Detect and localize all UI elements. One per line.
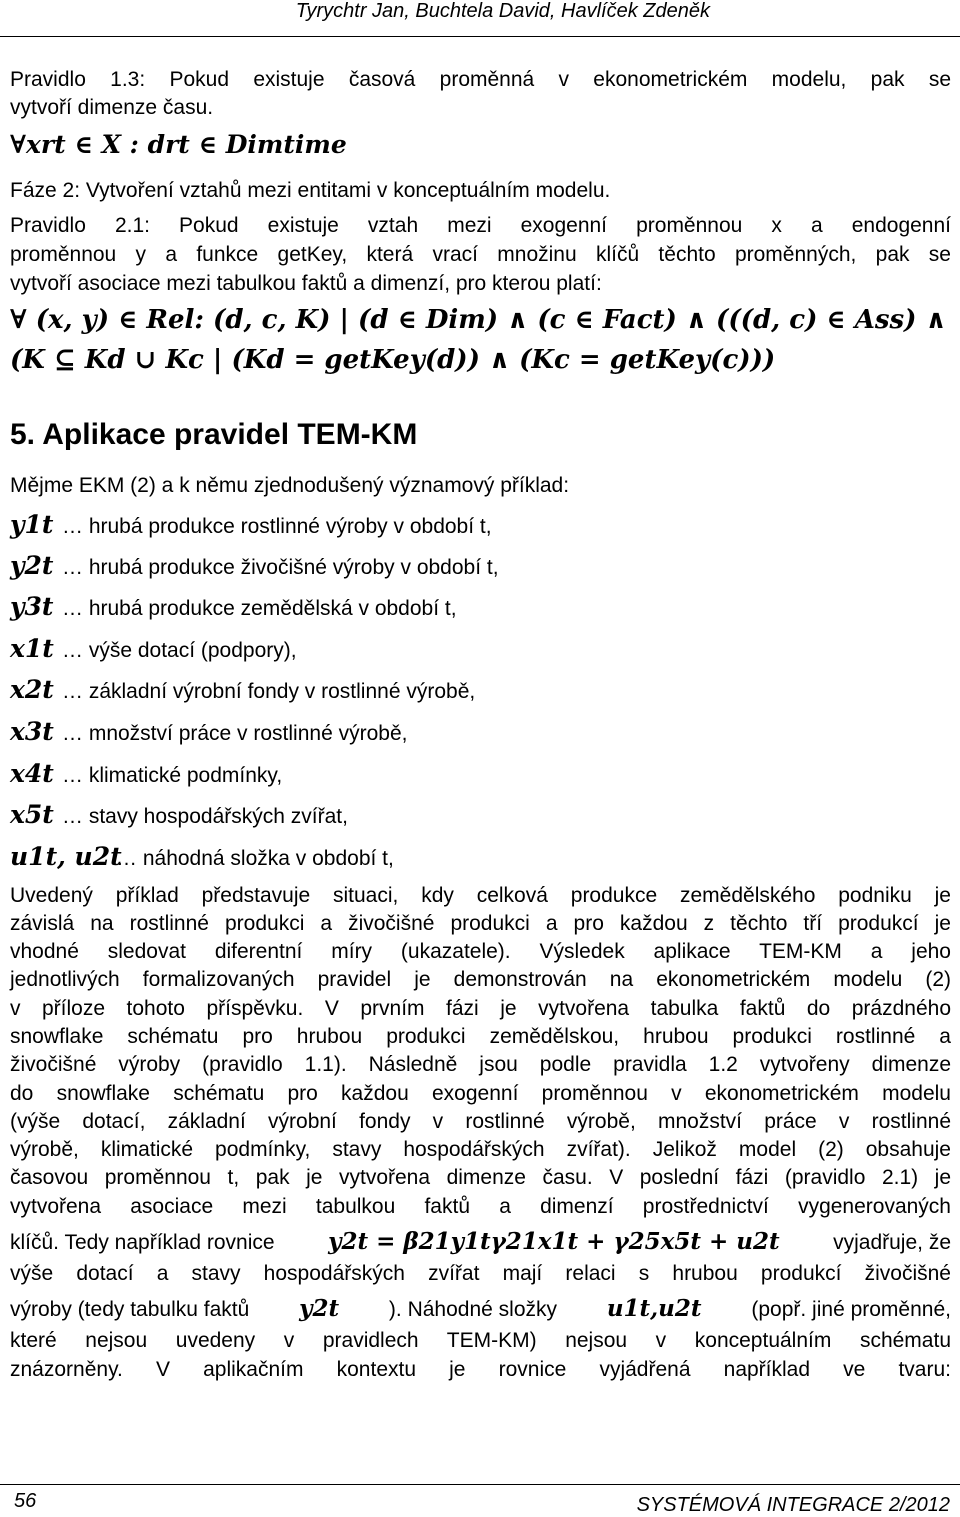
definition-row: [10, 800, 348, 834]
definition-text: … náhodná složka v období t,: [116, 847, 394, 870]
definition-text: … klimatické podmínky,: [62, 764, 283, 787]
rule21-formula-2: (K ⊆ Kd ∪ Kc | (Kd = getKey(d)) ∧ (Kc = getKey(c))): [10, 345, 776, 375]
definition-symbol: x3t: [10, 717, 54, 746]
body-line: závislá na rostlinné produkci a živočišné produkci a pro každou z těchto tří produkcí je: [10, 912, 951, 935]
definition-row: [10, 717, 407, 751]
definition-symbol: x2t: [10, 675, 54, 704]
body-line: do snowflake schématu pro každou exogenní proměnnou v ekonometrickém modelu: [10, 1082, 951, 1105]
symbol-y2t: y2t: [299, 1295, 340, 1322]
rule21-line2: proměnnou y a funkce getKey, která vrací množinu klíčů těchto proměnných, pak se: [10, 243, 951, 266]
definition-row: [10, 675, 475, 709]
body-line: jednotlivých formalizovaných pravidel je demonstrován na ekonometrickém modelu (2): [10, 968, 951, 991]
body-line-inline-math: [10, 1295, 951, 1324]
body-line: vhodné sledovat diferentní míry (ukazatele). Výsledek aplikace TEM-KM a jeho: [10, 940, 951, 963]
body-line: které nejsou uvedeny v pravidlech TEM-KM) nejsou v konceptuálním schématu: [10, 1329, 951, 1352]
body-line-equation: [10, 1228, 951, 1257]
body-line: v příloze tohoto příspěvku. V prvním fázi je vytvořena tabulka faktů do prázdného: [10, 997, 951, 1020]
body-text: ). Náhodné složky: [388, 1298, 558, 1321]
rule13-line2: vytvoří dimenze času.: [10, 96, 214, 119]
body-text: výroby (tedy tabulku faktů: [10, 1298, 250, 1321]
body-line: snowflake schématu pro hrubou produkci zemědělskou, hrubou produkci rostlinné a: [10, 1025, 951, 1048]
symbol-u1t-u2t: u1t,u2t: [606, 1295, 702, 1322]
definition-text: … výše dotací (podpory),: [62, 639, 297, 662]
page-number: 56: [14, 1490, 37, 1512]
body-text: vyjadřuje, že: [833, 1231, 951, 1254]
body-line: Uvedený příklad představuje situaci, kdy celková produkce zemědělského podniku je: [10, 884, 951, 907]
definition-text: … množství práce v rostlinné výrobě,: [62, 722, 408, 745]
definition-symbol: x5t: [10, 800, 54, 829]
definition-symbol: y1t: [10, 510, 54, 539]
equation-y2t: y2t = β21y1tγ21x1t + γ25x5t + u2t: [328, 1228, 780, 1255]
footer-divider: [0, 1484, 960, 1485]
rule21-line1: Pravidlo 2.1: Pokud existuje vztah mezi exogenní proměnnou x a endogenní: [10, 214, 951, 237]
body-line: živočišné výroby (pravidlo 1.1). Následně jsou podle pravidla 1.2 vytvořeny dimenze: [10, 1053, 951, 1076]
definition-text: … základní výrobní fondy v rostlinné výrobě,: [62, 680, 476, 703]
definition-symbol: u1t, u2t: [10, 842, 122, 871]
definition-row: [10, 592, 457, 626]
body-line: časovou proměnnou t, pak je vytvořena dimenze času. V poslední fázi (pravidlo 2.1) je: [10, 1166, 951, 1189]
definition-symbol: y3t: [10, 592, 54, 621]
definition-symbol: y2t: [10, 551, 54, 580]
intro-text: Mějme EKM (2) a k němu zjednodušený významový příklad:: [10, 474, 570, 497]
definition-symbol: x1t: [10, 634, 54, 663]
definition-text: … hrubá produkce zemědělská v období t,: [62, 597, 457, 620]
body-line: (výše dotací, základní výrobní fondy v rostlinné výrobě, množství práce v rostlinné: [10, 1110, 951, 1133]
header-authors: Tyrychtr Jan, Buchtela David, Havlíček Zdeněk: [295, 0, 710, 22]
body-line: znázorněny. V aplikačním kontextu je rovnice vyjádřená například ve tvaru:: [10, 1358, 951, 1381]
body-line: výše dotací a stavy hospodářských zvířat mají relaci s hrubou produkcí živočišné: [10, 1262, 951, 1285]
definition-symbol: x4t: [10, 759, 54, 788]
definition-row: [10, 634, 297, 668]
rule21-line3: vytvoří asociace mezi tabulkou faktů a dimenzí, pro kterou platí:: [10, 272, 602, 295]
rule13-formula: ∀xrt ∈ X : drt ∈ Dimtime: [10, 130, 347, 159]
body-line: vytvořena asociace mezi tabulkou faktů a dimenzí prostřednictví vygenerovaných: [10, 1195, 951, 1218]
phase2-heading: Fáze 2: Vytvoření vztahů mezi entitami v konceptuálním modelu.: [10, 179, 611, 202]
definition-text: … hrubá produkce živočišné výroby v období t,: [62, 556, 499, 579]
definition-row: [10, 510, 492, 544]
definition-row: [10, 842, 394, 876]
definition-text: … stavy hospodářských zvířat,: [62, 805, 348, 828]
body-line: výrobě, klimatické podmínky, stavy hospodářských zvířat). Jelikož model (2) obsahuje: [10, 1138, 951, 1161]
rule21-formula-1: ∀ (x, y) ∈ Rel: (d, c, K) | (d ∈ Dim) ∧ (c ∈ Fact) ∧ (((d, c) ∈ Ass) ∧: [10, 305, 947, 335]
definition-text: … hrubá produkce rostlinné výroby v období t,: [62, 515, 492, 538]
body-text: (popř. jiné proměnné,: [751, 1298, 951, 1321]
rule13-line1: Pravidlo 1.3: Pokud existuje časová proměnná v ekonometrickém modelu, pak se: [10, 68, 951, 91]
section-title: 5. Aplikace pravidel TEM-KM: [10, 418, 418, 451]
journal-name: SYSTÉMOVÁ INTEGRACE 2/2012: [636, 1494, 950, 1516]
page-header: [0, 0, 960, 37]
definition-row: [10, 759, 282, 793]
body-text: klíčů. Tedy například rovnice: [10, 1231, 275, 1254]
definition-row: [10, 551, 499, 585]
